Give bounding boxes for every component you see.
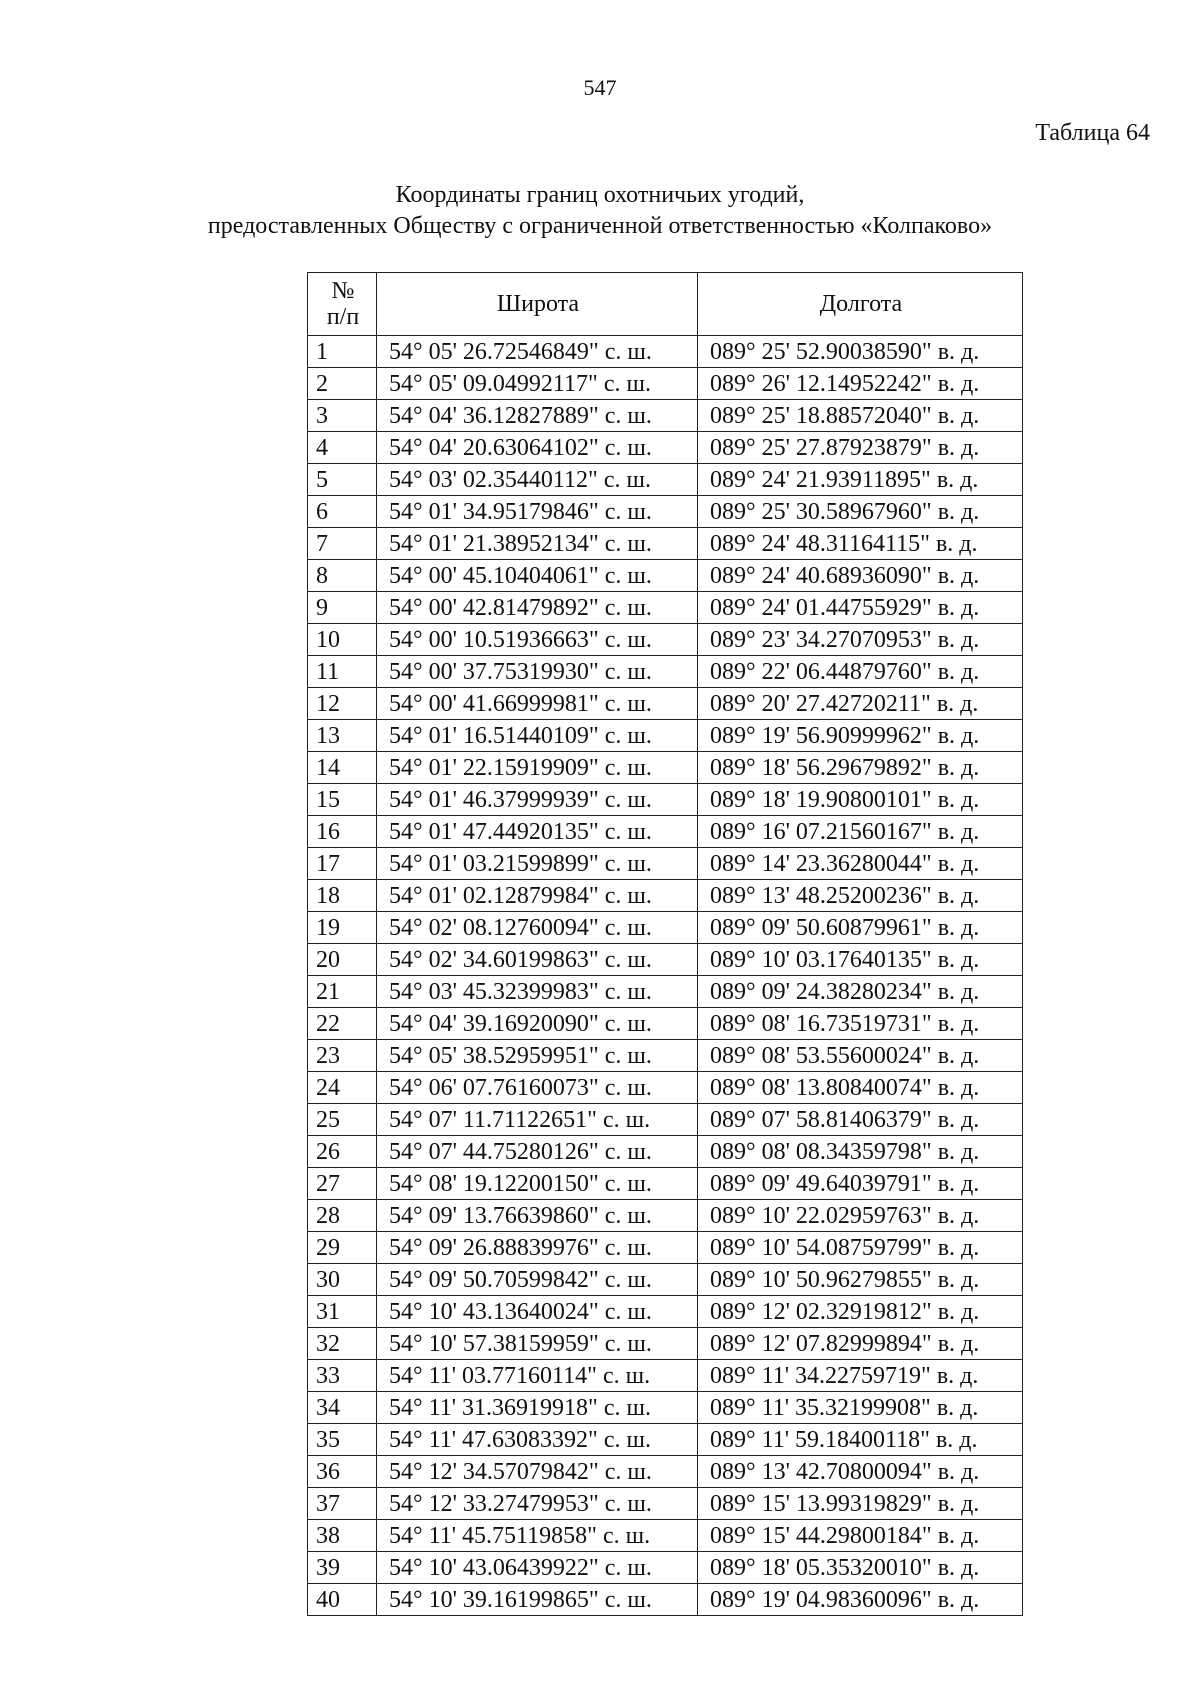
- cell-longitude: 089° 10' 54.08759799" в. д.: [698, 1232, 1023, 1264]
- cell-latitude: 54° 01' 22.15919909" с. ш.: [377, 752, 698, 784]
- table-row: [308, 624, 1023, 656]
- cell-longitude: 089° 24' 01.44755929" в. д.: [698, 592, 1023, 624]
- cell-latitude: 54° 09' 26.88839976" с. ш.: [377, 1232, 698, 1264]
- cell-latitude: 54° 10' 39.16199865" с. ш.: [377, 1584, 698, 1616]
- header-latitude: Широта: [377, 273, 698, 336]
- cell-longitude: 089° 15' 13.99319829" в. д.: [698, 1488, 1023, 1520]
- cell-longitude: 089° 15' 44.29800184" в. д.: [698, 1520, 1023, 1552]
- cell-latitude: 54° 01' 03.21599899" с. ш.: [377, 848, 698, 880]
- cell-latitude: 54° 00' 10.51936663" с. ш.: [377, 624, 698, 656]
- cell-latitude: 54° 11' 47.63083392" с. ш.: [377, 1424, 698, 1456]
- cell-longitude: 089° 25' 18.88572040" в. д.: [698, 400, 1023, 432]
- cell-latitude: 54° 07' 44.75280126" с. ш.: [377, 1136, 698, 1168]
- cell-longitude: 089° 12' 02.32919812" в. д.: [698, 1296, 1023, 1328]
- cell-longitude: 089° 18' 19.90800101" в. д.: [698, 784, 1023, 816]
- coordinates-table: [307, 272, 1023, 1616]
- table-row: [308, 880, 1023, 912]
- cell-latitude: 54° 01' 21.38952134" с. ш.: [377, 528, 698, 560]
- cell-longitude: 089° 24' 21.93911895" в. д.: [698, 464, 1023, 496]
- cell-number: 33: [308, 1360, 377, 1392]
- cell-number: 9: [308, 592, 377, 624]
- cell-number: 6: [308, 496, 377, 528]
- cell-number: 19: [308, 912, 377, 944]
- cell-longitude: 089° 18' 56.29679892" в. д.: [698, 752, 1023, 784]
- cell-longitude: 089° 08' 13.80840074" в. д.: [698, 1072, 1023, 1104]
- cell-longitude: 089° 09' 49.64039791" в. д.: [698, 1168, 1023, 1200]
- table-row: [308, 1360, 1023, 1392]
- cell-number: 18: [308, 880, 377, 912]
- cell-latitude: 54° 08' 19.12200150" с. ш.: [377, 1168, 698, 1200]
- table-row: [308, 1424, 1023, 1456]
- cell-number: 23: [308, 1040, 377, 1072]
- table-row: [308, 1104, 1023, 1136]
- cell-longitude: 089° 09' 24.38280234" в. д.: [698, 976, 1023, 1008]
- cell-longitude: 089° 23' 34.27070953" в. д.: [698, 624, 1023, 656]
- cell-longitude: 089° 19' 04.98360096" в. д.: [698, 1584, 1023, 1616]
- cell-latitude: 54° 05' 09.04992117" с. ш.: [377, 368, 698, 400]
- cell-number: 5: [308, 464, 377, 496]
- cell-longitude: 089° 22' 06.44879760" в. д.: [698, 656, 1023, 688]
- table-row: [308, 816, 1023, 848]
- cell-latitude: 54° 07' 11.71122651" с. ш.: [377, 1104, 698, 1136]
- header-longitude: Долгота: [698, 273, 1023, 336]
- cell-number: 7: [308, 528, 377, 560]
- cell-number: 3: [308, 400, 377, 432]
- cell-number: 8: [308, 560, 377, 592]
- table-label: Таблица 64: [1035, 120, 1150, 146]
- cell-latitude: 54° 04' 36.12827889" с. ш.: [377, 400, 698, 432]
- cell-latitude: 54° 03' 45.32399983" с. ш.: [377, 976, 698, 1008]
- page-number: 547: [583, 75, 617, 100]
- cell-longitude: 089° 25' 27.87923879" в. д.: [698, 432, 1023, 464]
- table-row: [308, 1328, 1023, 1360]
- cell-latitude: 54° 00' 41.66999981" с. ш.: [377, 688, 698, 720]
- table-row: [308, 1264, 1023, 1296]
- cell-latitude: 54° 00' 42.81479892" с. ш.: [377, 592, 698, 624]
- cell-number: 36: [308, 1456, 377, 1488]
- cell-latitude: 54° 11' 03.77160114" с. ш.: [377, 1360, 698, 1392]
- cell-latitude: 54° 01' 47.44920135" с. ш.: [377, 816, 698, 848]
- cell-longitude: 089° 07' 58.81406379" в. д.: [698, 1104, 1023, 1136]
- table-row: [308, 496, 1023, 528]
- cell-latitude: 54° 00' 37.75319930" с. ш.: [377, 656, 698, 688]
- cell-latitude: 54° 01' 16.51440109" с. ш.: [377, 720, 698, 752]
- cell-latitude: 54° 12' 34.57079842" с. ш.: [377, 1456, 698, 1488]
- cell-number: 13: [308, 720, 377, 752]
- cell-number: 2: [308, 368, 377, 400]
- cell-number: 27: [308, 1168, 377, 1200]
- table-row: [308, 400, 1023, 432]
- table-row: [308, 1488, 1023, 1520]
- cell-longitude: 089° 08' 53.55600024" в. д.: [698, 1040, 1023, 1072]
- cell-latitude: 54° 11' 31.36919918" с. ш.: [377, 1392, 698, 1424]
- cell-longitude: 089° 13' 48.25200236" в. д.: [698, 880, 1023, 912]
- cell-number: 34: [308, 1392, 377, 1424]
- cell-latitude: 54° 09' 13.76639860" с. ш.: [377, 1200, 698, 1232]
- table-row: [308, 1040, 1023, 1072]
- table-row: [308, 1200, 1023, 1232]
- cell-number: 17: [308, 848, 377, 880]
- table-row: [308, 752, 1023, 784]
- cell-number: 14: [308, 752, 377, 784]
- cell-latitude: 54° 04' 20.63064102" с. ш.: [377, 432, 698, 464]
- cell-latitude: 54° 00' 45.10404061" с. ш.: [377, 560, 698, 592]
- table-row: [308, 720, 1023, 752]
- table-row: [308, 1296, 1023, 1328]
- table-row: [308, 1552, 1023, 1584]
- table-row: [308, 464, 1023, 496]
- cell-longitude: 089° 08' 16.73519731" в. д.: [698, 1008, 1023, 1040]
- table-row: [308, 944, 1023, 976]
- cell-latitude: 54° 10' 57.38159959" с. ш.: [377, 1328, 698, 1360]
- table-row: [308, 592, 1023, 624]
- cell-number: 22: [308, 1008, 377, 1040]
- cell-longitude: 089° 11' 59.18400118" в. д.: [698, 1424, 1023, 1456]
- table-row: [308, 336, 1023, 368]
- cell-longitude: 089° 18' 05.35320010" в. д.: [698, 1552, 1023, 1584]
- cell-longitude: 089° 11' 34.22759719" в. д.: [698, 1360, 1023, 1392]
- cell-longitude: 089° 16' 07.21560167" в. д.: [698, 816, 1023, 848]
- cell-number: 15: [308, 784, 377, 816]
- cell-longitude: 089° 13' 42.70800094" в. д.: [698, 1456, 1023, 1488]
- table-row: [308, 1072, 1023, 1104]
- table-row: [308, 688, 1023, 720]
- cell-number: 28: [308, 1200, 377, 1232]
- cell-number: 30: [308, 1264, 377, 1296]
- cell-number: 40: [308, 1584, 377, 1616]
- cell-longitude: 089° 24' 40.68936090" в. д.: [698, 560, 1023, 592]
- cell-latitude: 54° 09' 50.70599842" с. ш.: [377, 1264, 698, 1296]
- cell-number: 16: [308, 816, 377, 848]
- header-number-sign: №: [331, 278, 355, 304]
- table-row: [308, 1008, 1023, 1040]
- cell-number: 24: [308, 1072, 377, 1104]
- table-row: [308, 912, 1023, 944]
- cell-longitude: 089° 14' 23.36280044" в. д.: [698, 848, 1023, 880]
- cell-number: 32: [308, 1328, 377, 1360]
- cell-number: 35: [308, 1424, 377, 1456]
- cell-number: 25: [308, 1104, 377, 1136]
- cell-number: 20: [308, 944, 377, 976]
- header-number-abbr: п/п: [326, 304, 360, 330]
- cell-longitude: 089° 08' 08.34359798" в. д.: [698, 1136, 1023, 1168]
- cell-number: 1: [308, 336, 377, 368]
- cell-number: 11: [308, 656, 377, 688]
- cell-number: 4: [308, 432, 377, 464]
- cell-number: 26: [308, 1136, 377, 1168]
- cell-latitude: 54° 10' 43.06439922" с. ш.: [377, 1552, 698, 1584]
- table-row: [308, 656, 1023, 688]
- document-title-line-2: предоставленных Обществу с ограниченной ответственностью «Колпаково»: [207, 213, 993, 239]
- cell-longitude: 089° 09' 50.60879961" в. д.: [698, 912, 1023, 944]
- cell-longitude: 089° 25' 30.58967960" в. д.: [698, 496, 1023, 528]
- cell-latitude: 54° 04' 39.16920090" с. ш.: [377, 1008, 698, 1040]
- table-row: [308, 432, 1023, 464]
- cell-longitude: 089° 10' 03.17640135" в. д.: [698, 944, 1023, 976]
- cell-longitude: 089° 10' 22.02959763" в. д.: [698, 1200, 1023, 1232]
- table-row: [308, 1168, 1023, 1200]
- cell-number: 21: [308, 976, 377, 1008]
- cell-number: 38: [308, 1520, 377, 1552]
- cell-latitude: 54° 05' 38.52959951" с. ш.: [377, 1040, 698, 1072]
- cell-latitude: 54° 01' 46.37999939" с. ш.: [377, 784, 698, 816]
- cell-latitude: 54° 11' 45.75119858" с. ш.: [377, 1520, 698, 1552]
- cell-longitude: 089° 26' 12.14952242" в. д.: [698, 368, 1023, 400]
- cell-latitude: 54° 06' 07.76160073" с. ш.: [377, 1072, 698, 1104]
- table-row: [308, 1392, 1023, 1424]
- cell-longitude: 089° 19' 56.90999962" в. д.: [698, 720, 1023, 752]
- cell-number: 12: [308, 688, 377, 720]
- cell-latitude: 54° 01' 02.12879984" с. ш.: [377, 880, 698, 912]
- cell-longitude: 089° 24' 48.31164115" в. д.: [698, 528, 1023, 560]
- cell-latitude: 54° 01' 34.95179846" с. ш.: [377, 496, 698, 528]
- cell-latitude: 54° 10' 43.13640024" с. ш.: [377, 1296, 698, 1328]
- cell-number: 39: [308, 1552, 377, 1584]
- cell-latitude: 54° 05' 26.72546849" с. ш.: [377, 336, 698, 368]
- document-title-line-1: Координаты границ охотничьих угодий,: [395, 182, 805, 208]
- table-row: [308, 1584, 1023, 1616]
- cell-longitude: 089° 11' 35.32199908" в. д.: [698, 1392, 1023, 1424]
- cell-latitude: 54° 02' 08.12760094" с. ш.: [377, 912, 698, 944]
- document-title: [0, 180, 1200, 242]
- cell-number: 29: [308, 1232, 377, 1264]
- table-row: [308, 1456, 1023, 1488]
- cell-number: 37: [308, 1488, 377, 1520]
- table-row: [308, 368, 1023, 400]
- table-row: [308, 528, 1023, 560]
- table-row: [308, 1232, 1023, 1264]
- cell-number: 31: [308, 1296, 377, 1328]
- table-row: [308, 848, 1023, 880]
- table-row: [308, 1520, 1023, 1552]
- cell-latitude: 54° 02' 34.60199863" с. ш.: [377, 944, 698, 976]
- table-row: [308, 560, 1023, 592]
- header-number: [308, 273, 377, 336]
- table-row: [308, 1136, 1023, 1168]
- cell-number: 10: [308, 624, 377, 656]
- cell-longitude: 089° 12' 07.82999894" в. д.: [698, 1328, 1023, 1360]
- cell-latitude: 54° 12' 33.27479953" с. ш.: [377, 1488, 698, 1520]
- cell-longitude: 089° 20' 27.42720211" в. д.: [698, 688, 1023, 720]
- table-row: [308, 784, 1023, 816]
- cell-latitude: 54° 03' 02.35440112" с. ш.: [377, 464, 698, 496]
- table-body: [308, 336, 1023, 1616]
- cell-longitude: 089° 25' 52.90038590" в. д.: [698, 336, 1023, 368]
- table-row: [308, 976, 1023, 1008]
- table-header-row: [308, 273, 1023, 336]
- cell-longitude: 089° 10' 50.96279855" в. д.: [698, 1264, 1023, 1296]
